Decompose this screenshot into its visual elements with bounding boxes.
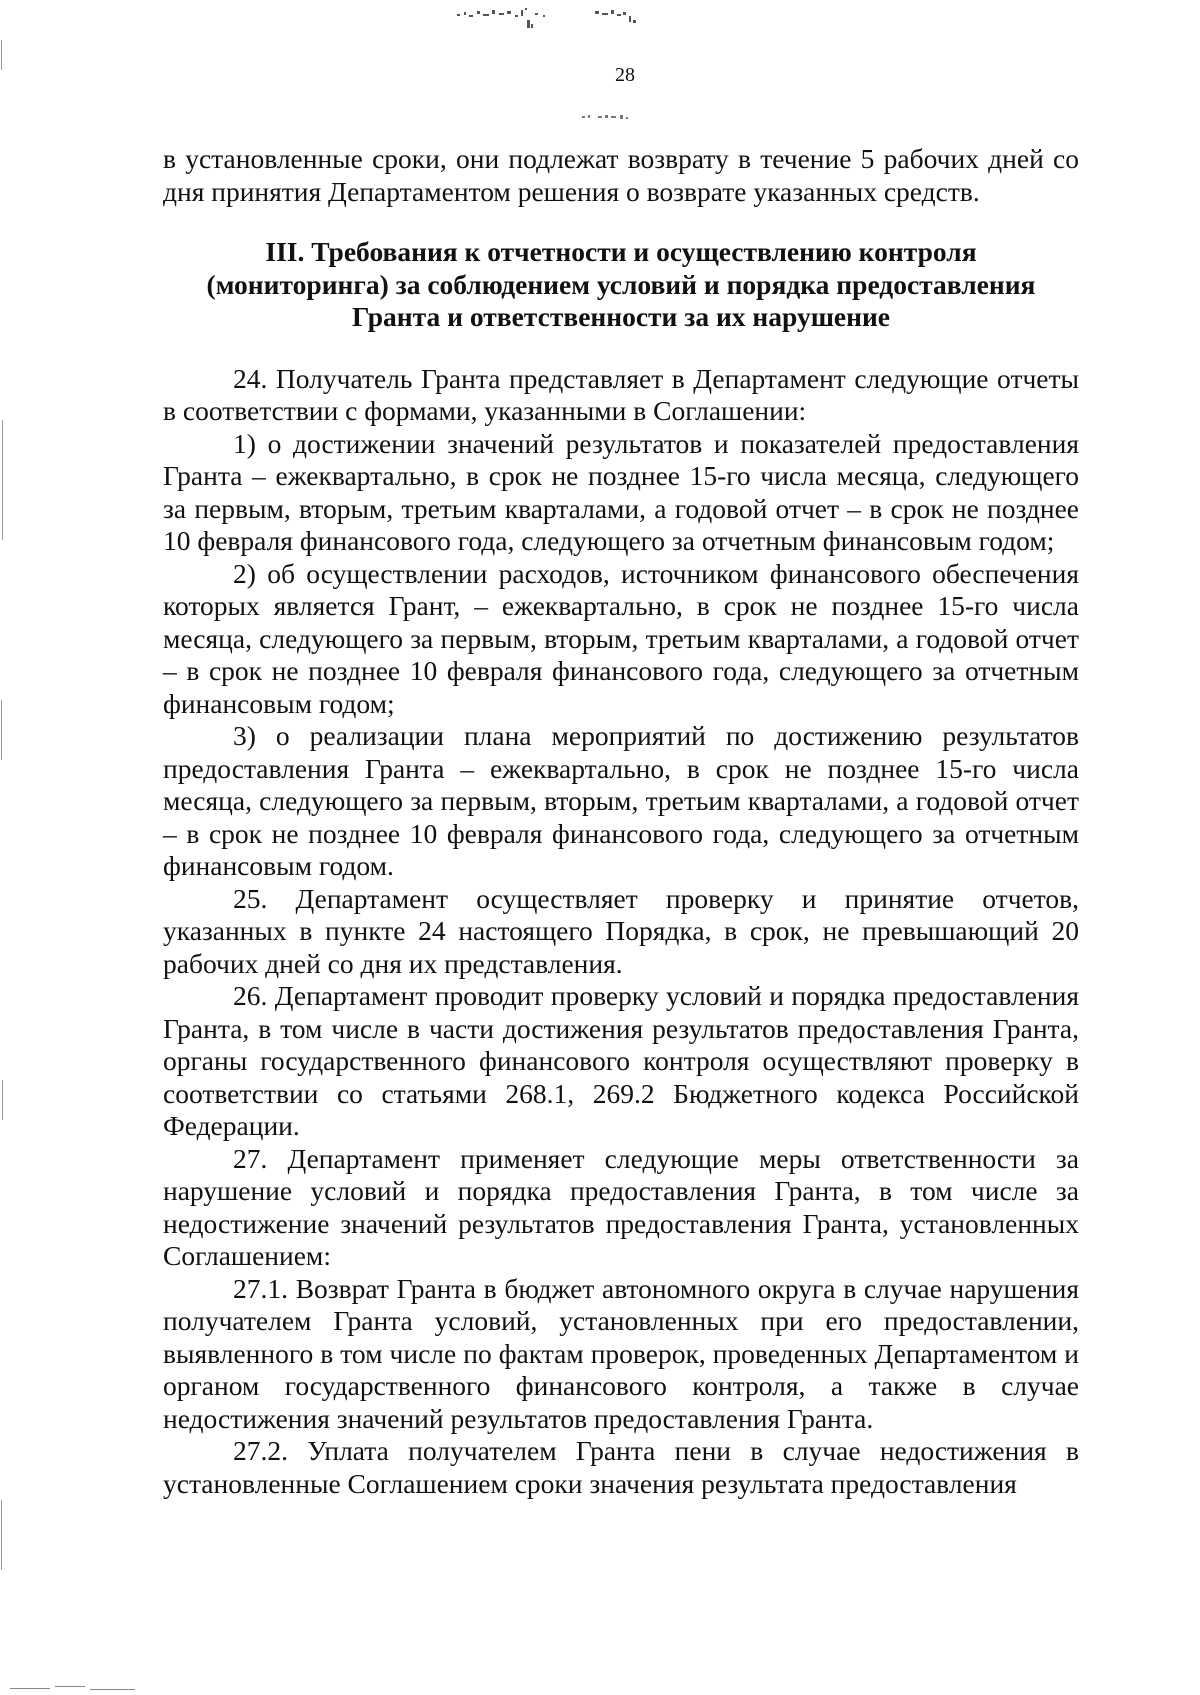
paragraph-26: 26. Департамент проводит проверку условий и порядка предоставления Гранта, в том числе в части достижения результатов предоставления Гранта, органы государственного финансового контроля осуществляют проверку в соответствии со статьями 268.1, 269.2 Бюджетного кодекса Российской Федерации. (163, 980, 1079, 1141)
continuation-paragraph: в установленные сроки, они подлежат возврату в течение 5 рабочих дней со дня принятия Департаментом решения о возврате указанных средств. (163, 143, 1079, 207)
paragraph-24-item-1: 1) о достижении значений результатов и показателей предоставления Гранта – ежеквартально, в срок не позднее 15-го числа месяца, следующего за первым, вторым, третьим кварталами, а годовой отчет – в срок не позднее 10 февраля финансового года, следующего за отчетным финансовым годом; (163, 427, 1079, 556)
paragraph-27-1: 27.1. Возврат Гранта в бюджет автономного округа в случае нарушения получателем Гранта условий, установленных при его предоставлении, выявленного в том числе по фактам проверок, проведенных Департаментом и органом государственного финансового контроля, а также в случае недостижения значений результатов предоставления Гранта. (163, 1272, 1079, 1434)
paragraph-24: 24. Получатель Гранта представляет в Департамент следующие отчеты в соответствии с формами, указанными в Соглашении: (163, 362, 1079, 426)
scan-edge-bottom (0, 1676, 140, 1695)
scan-artifact-mid (580, 112, 640, 122)
paragraph-24-item-2: 2) об осуществлении расходов, источником финансового обеспечения которых является Грант, – ежеквартально, в срок не позднее 15-го числа месяца, следующего за первым, вторым, третьим кварталами, а годовой отчет – в срок не позднее 10 февраля финансового года, следующего за отчетным финансовым годом; (163, 557, 1079, 719)
paragraph-24-item-3: 3) о реализации плана мероприятий по достижению результатов предоставления Гранта – ежеквартально, в срок не позднее 15-го числа месяца, следующего за первым, вторым, третьим кварталами, а годовой отчет – в срок не позднее 10 февраля финансового года, следующего за отчетным финансовым годом. (163, 720, 1079, 881)
section-heading-line-2: (мониторинга) за соблюдением условий и порядка предоставления (206, 268, 1036, 300)
section-heading (163, 236, 1079, 334)
scan-artifact-top (455, 6, 715, 36)
section-heading-line-3: Гранта и ответственности за их нарушение (351, 301, 891, 332)
document-body (163, 143, 1079, 1500)
page-number: 28 (615, 64, 635, 86)
paragraph-27: 27. Департамент применяет следующие меры ответственности за нарушение условий и порядка предоставления Гранта, в том числе за недостижение значений результатов предоставления Гранта, установленных Соглашением: (163, 1142, 1079, 1271)
section-heading-line-1: III. Требования к отчетности и осуществлению контроля (265, 236, 977, 267)
scan-edge-left (0, 0, 8, 1695)
paragraph-25: 25. Департамент осуществляет проверку и принятие отчетов, указанных в пункте 24 настоящего Порядка, в срок, не превышающий 20 рабочих дней со дня их представления. (163, 882, 1079, 979)
paragraph-27-2: 27.2. Уплата получателем Гранта пени в случае недостижения в установленные Соглашением сроки значения результата предоставления (163, 1435, 1079, 1499)
